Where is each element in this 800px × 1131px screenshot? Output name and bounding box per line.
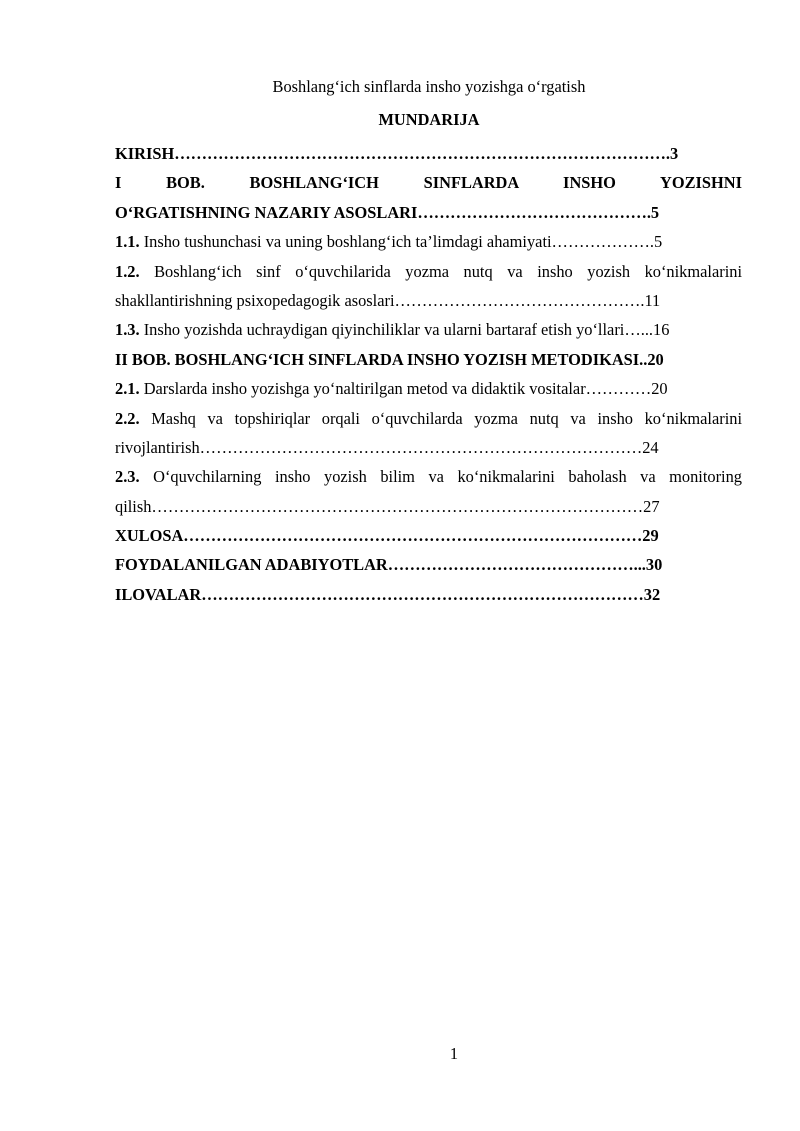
- toc-entry-chapter-2: II BOB. BOSHLANG‘ICH SINFLARDA INSHO YOZISH METODIKASI..20: [115, 349, 664, 369]
- section-title: Insho tushunchasi va uning boshlang‘ich ta’limdagi ahamiyati……………….5: [139, 232, 663, 252]
- section-number: 2.2.: [115, 408, 140, 428]
- toc-entry-section-1-1: [115, 229, 742, 258]
- toc-heading: MUNDARIJA: [378, 110, 480, 129]
- toc-entry-section-1-2-line-2: shakllantirishning psixopedagogik asoslari……………………………………….11: [115, 290, 661, 310]
- toc-entry-section-1-3: [115, 317, 742, 346]
- section-number: 2.3.: [115, 467, 140, 487]
- toc-entry-xulosa: XULOSA…………………………………………………………………………29: [115, 526, 659, 546]
- toc-entry-kirish: KIRISH……………………………………………………………………………….3: [115, 144, 679, 163]
- section-number: 1.3.: [115, 320, 140, 340]
- section-title: Darslarda insho yozishga yo‘naltirilgan metod va didaktik vositalar…………20: [139, 379, 668, 399]
- toc-entry-foydalanilgan-adabiyotlar: FOYDALANILGAN ADABIYOTLAR………………………………………...30: [115, 555, 663, 575]
- section-title: Insho yozishda uchraydigan qiyinchiliklar va ularni bartaraf etish yo‘llari…...16: [139, 320, 670, 340]
- section-title: O‘quvchilarning insho yozish bilim va ko‘nikmalarini baholash va monitoring: [139, 467, 742, 487]
- page-number: 1: [449, 1044, 459, 1063]
- toc-entry-section-2-2-line-2: rivojlantirish………………………………………………………………………24: [115, 437, 659, 457]
- section-title: Mashq va topshiriqlar orqali o‘quvchilarda yozma nutq va insho ko‘nikmalarini: [139, 408, 742, 428]
- toc-entry-chapter-1-line-1: I BOB. BOSHLANG‘ICH SINFLARDA INSHO YOZISHNI: [115, 173, 742, 193]
- toc-entry-section-2-2-line-1: [115, 406, 742, 435]
- section-title: Boshlang‘ich sinf o‘quvchilarida yozma nutq va insho yozish ko‘nikmalarini: [139, 261, 742, 281]
- section-number: 1.2.: [115, 261, 140, 281]
- section-number: 2.1.: [115, 379, 140, 399]
- section-number: 1.1.: [115, 232, 140, 252]
- document-title: Boshlang‘ich sinflarda insho yozishga o‘rgatish: [272, 77, 586, 96]
- toc-entry-section-2-3-line-1: [115, 464, 742, 493]
- table-of-contents: [115, 141, 742, 611]
- toc-entry-ilovalar: ILOVALAR………………………………………………………………………32: [115, 584, 661, 604]
- toc-entry-section-2-1: [115, 376, 742, 405]
- toc-entry-section-1-2-line-1: [115, 259, 742, 288]
- toc-entry-section-2-3-line-2: qilish………………………………………………………………………………27: [115, 496, 660, 516]
- toc-entry-chapter-1-line-2: O‘RGATISHNING NAZARIY ASOSLARI…………………………………….5: [115, 202, 660, 222]
